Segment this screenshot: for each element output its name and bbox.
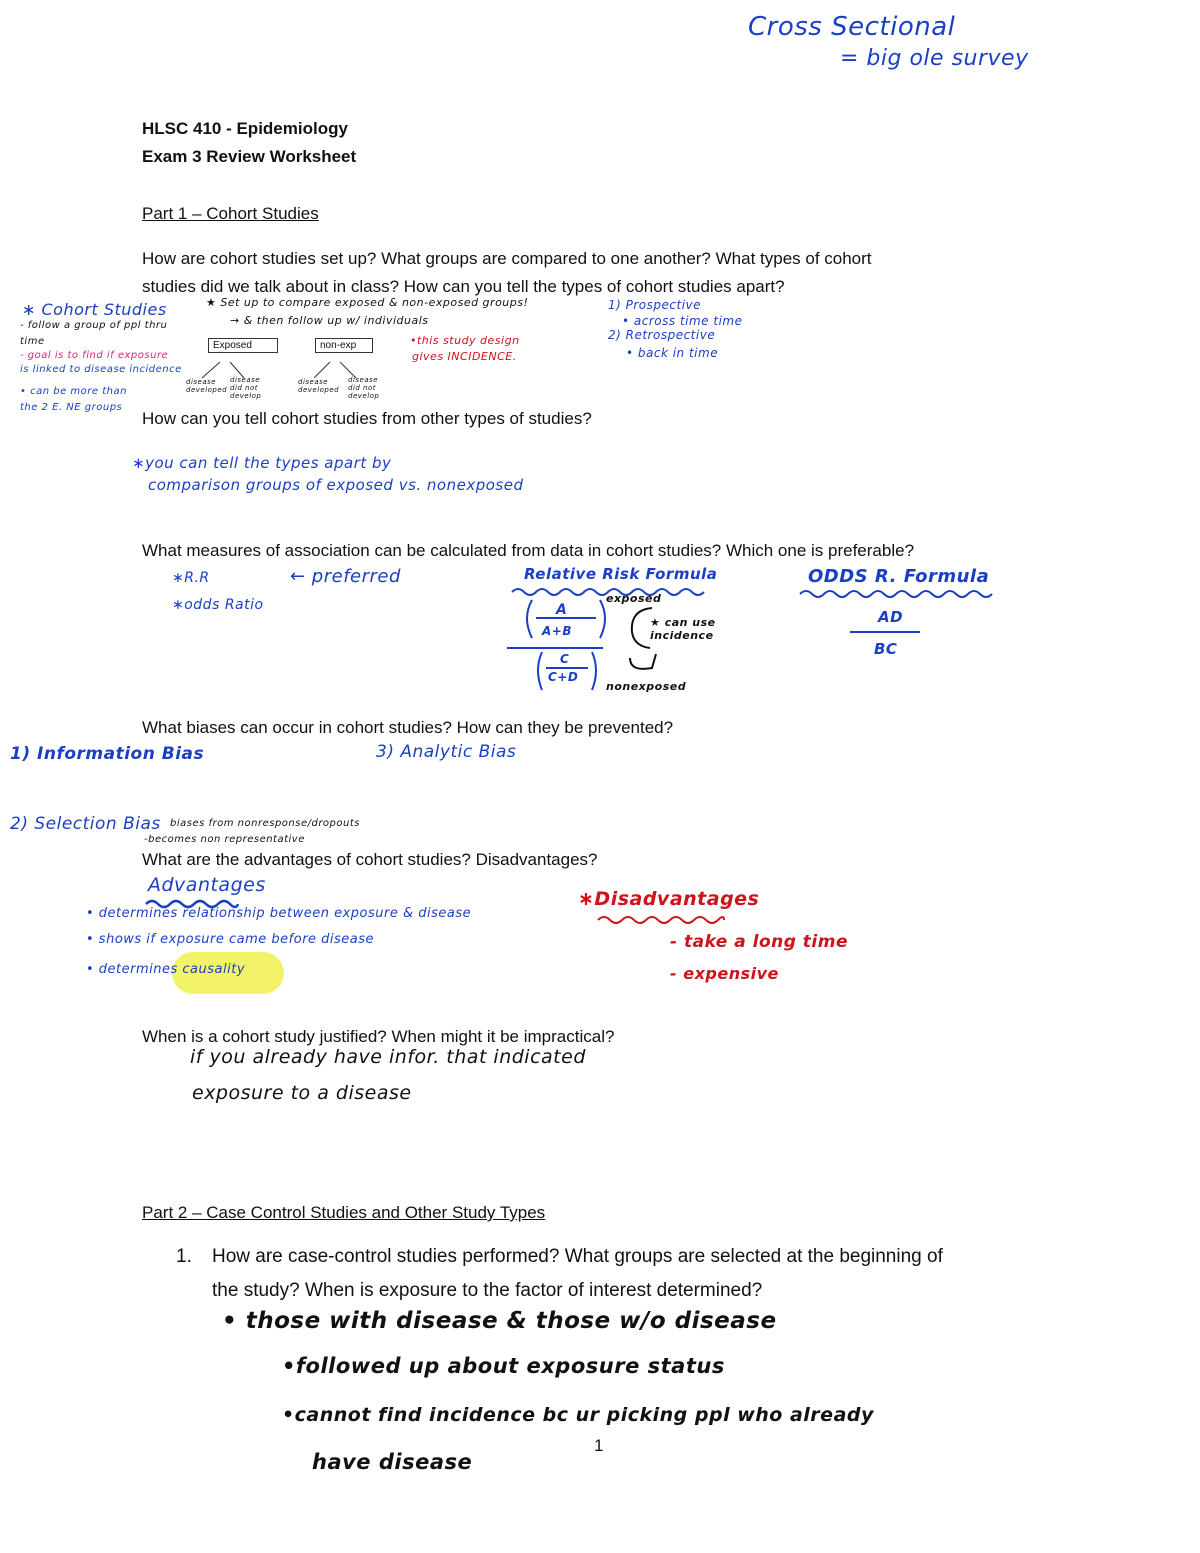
branch-2: disease did not develop — [230, 376, 262, 400]
part1-q4: What biases can occur in cohort studies? How can they be prevented? — [142, 718, 674, 737]
part2-answer-3: •cannot find incidence bc ur picking ppl who already — [282, 1404, 874, 1426]
part1-q6-answer-1: if you already have infor. that indicated — [190, 1046, 586, 1068]
type-retrospective: 2) Retrospective — [608, 328, 716, 342]
bias-selection: 2) Selection Bias — [10, 814, 161, 834]
setup-note: ★ Set up to compare exposed & non-exposed groups! — [206, 296, 529, 309]
rr-numerator-denominator: A+B — [542, 624, 572, 638]
advantages-title: Advantages — [148, 874, 266, 896]
part2-q1-number: 1. — [176, 1246, 192, 1267]
part1-q6-answer-2: exposure to a disease — [192, 1082, 412, 1104]
cohort-note-title: ∗ Cohort Studies — [22, 300, 167, 319]
advantage-3: • determines causality — [86, 962, 246, 977]
exposed-label: exposed — [606, 592, 662, 605]
part1-q2-answer-2: comparison groups of exposed vs. nonexposed — [148, 476, 524, 494]
cohort-note-2: time — [20, 336, 45, 347]
or-denominator: BC — [874, 640, 898, 658]
exposed-box: Exposed — [208, 338, 278, 353]
cohort-note-1: - follow a group of ppl thru — [20, 320, 168, 331]
can-use-incidence: ★ can use incidence — [650, 616, 716, 642]
branch-3: disease developed — [298, 378, 340, 394]
type-prospective: 1) Prospective — [608, 298, 702, 312]
cohort-note-5: • can be more than — [20, 386, 127, 397]
preferred-note: ← preferred — [290, 566, 401, 587]
part1-q2-answer-1: ∗you can tell the types apart by — [132, 454, 392, 472]
rr-denominator-denominator: C+D — [548, 670, 579, 684]
branch-4: disease did not develop — [348, 376, 380, 400]
rr-denominator: C — [560, 652, 570, 666]
bias-analytic: 3) Analytic Bias — [376, 742, 517, 762]
or-title-squiggle — [798, 588, 998, 600]
note-big-survey: = big ole survey — [840, 46, 1029, 71]
branch-1: disease developed — [186, 378, 228, 394]
disadvantage-2: - expensive — [670, 964, 779, 983]
disadvantage-1: - take a long time — [670, 932, 849, 952]
nonexposed-box: non-exp — [315, 338, 373, 353]
followup-note: → & then follow up w/ individuals — [230, 314, 429, 327]
or-formula-title: ODDS R. Formula — [808, 566, 990, 587]
bias-selection-detail-2: -becomes non representative — [144, 834, 305, 845]
part2-q1-line1: How are case-control studies performed? What groups are selected at the beginning of — [212, 1246, 943, 1267]
part1-q3: What measures of association can be calculated from data in cohort studies? Which one is preferable? — [142, 541, 915, 560]
part1-q5: What are the advantages of cohort studies? Disadvantages? — [142, 850, 598, 869]
part1-q2: How can you tell cohort studies from other types of studies? — [142, 409, 592, 428]
page-number: 1 — [594, 1436, 604, 1455]
type-retrospective-detail: • back in time — [626, 346, 719, 360]
cohort-note-3: - goal is to find if exposure — [20, 350, 169, 361]
worksheet-title: Exam 3 Review Worksheet — [142, 147, 357, 166]
cohort-note-6: the 2 E. NE groups — [20, 402, 123, 413]
part1-heading: Part 1 – Cohort Studies — [142, 204, 319, 223]
note-cross-sectional: Cross Sectional — [748, 12, 956, 42]
rr-note: ∗R.R — [172, 570, 210, 586]
or-note: ∗odds Ratio — [172, 597, 264, 613]
course-title: HLSC 410 - Epidemiology — [142, 119, 348, 138]
part1-q6: When is a cohort study justified? When might it be impractical? — [142, 1027, 615, 1046]
advantage-2: • shows if exposure came before disease — [86, 932, 375, 947]
part2-heading: Part 2 – Case Control Studies and Other Study Types — [142, 1203, 546, 1222]
incidence-note-2: gives INCIDENCE. — [412, 350, 517, 363]
or-numerator: AD — [878, 608, 904, 626]
rr-formula-title: Relative Risk Formula — [524, 565, 718, 583]
part2-answer-1: • those with disease & those w/o disease — [222, 1308, 777, 1334]
bias-selection-detail-1: biases from nonresponse/dropouts — [170, 818, 360, 829]
rr-numerator: A — [556, 602, 568, 618]
incidence-note-1: •this study design — [410, 334, 520, 347]
part1-q1-line2: studies did we talk about in class? How can you tell the types of cohort studies apart? — [142, 277, 785, 296]
cohort-note-4: is linked to disease incidence — [20, 364, 182, 375]
bias-information: 1) Information Bias — [10, 744, 205, 764]
disadvantages-title: ∗Disadvantages — [578, 888, 760, 910]
type-prospective-detail: • across time time — [622, 314, 743, 328]
or-fraction-line — [848, 628, 922, 636]
disadvantages-squiggle — [596, 914, 726, 926]
nonexposed-label: nonexposed — [606, 680, 687, 693]
part2-answer-4: have disease — [312, 1450, 473, 1474]
part2-q1-line2: the study? When is exposure to the factor of interest determined? — [212, 1280, 763, 1301]
advantage-1: • determines relationship between exposure & disease — [86, 906, 472, 921]
part1-q1-line1: How are cohort studies set up? What groups are compared to one another? What types of cohort — [142, 249, 872, 268]
part2-answer-2: •followed up about exposure status — [282, 1354, 725, 1378]
